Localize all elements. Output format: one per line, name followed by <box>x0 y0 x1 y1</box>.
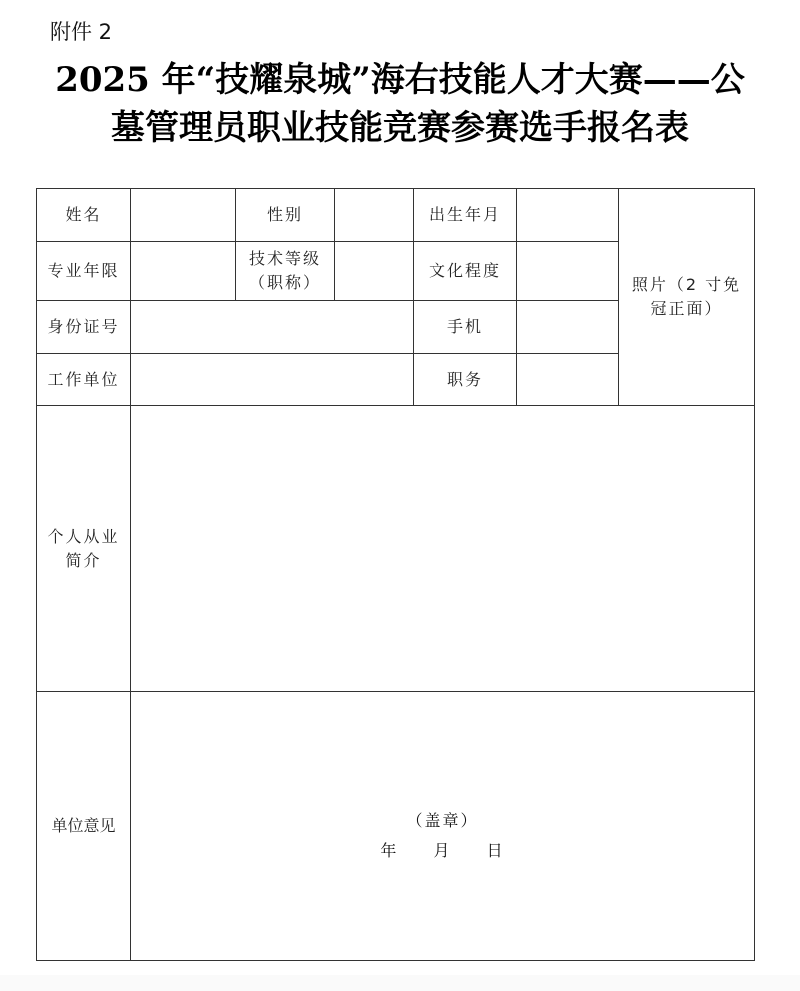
tech-level-label-line1: 技术等级 <box>248 249 321 268</box>
page-bottom-margin <box>0 975 800 991</box>
photo-cell[interactable] <box>619 189 755 406</box>
profile-label <box>37 406 131 692</box>
date-month: 月 <box>433 841 452 860</box>
profile-label-line1: 个人从业 <box>47 526 120 546</box>
tech-level-label <box>236 242 335 301</box>
education-field[interactable] <box>517 242 619 301</box>
work-unit-field[interactable] <box>131 354 414 406</box>
date-line <box>366 836 518 866</box>
years-label: 专业年限 <box>37 242 131 301</box>
profile-field[interactable] <box>131 406 755 692</box>
date-year: 年 <box>380 841 399 860</box>
birth-field[interactable] <box>517 189 619 242</box>
page-title-line1: 2025 年“技耀泉城”海右技能人才大赛——公 <box>55 60 745 100</box>
education-label: 文化程度 <box>414 242 517 301</box>
phone-field[interactable] <box>517 301 619 354</box>
tech-level-label-line2: （职称） <box>248 273 321 292</box>
photo-label-line1: 照片（2 寸免 <box>631 275 742 294</box>
gender-field[interactable] <box>335 189 414 242</box>
stamp-area <box>131 786 754 866</box>
page-title-line2: 墓管理员职业技能竞赛参赛选手报名表 <box>111 108 689 148</box>
name-field[interactable] <box>131 189 236 242</box>
gender-label: 性别 <box>236 189 335 242</box>
phone-label: 手机 <box>414 301 517 354</box>
unit-opinion-field[interactable] <box>131 692 755 961</box>
id-number-field[interactable] <box>131 301 414 354</box>
photo-label-line2: 冠正面） <box>650 299 723 318</box>
birth-label: 出生年月 <box>414 189 517 242</box>
registration-form-table <box>36 188 755 961</box>
date-day: 日 <box>486 841 505 860</box>
position-field[interactable] <box>517 354 619 406</box>
tech-level-field[interactable] <box>335 242 414 301</box>
id-number-label: 身份证号 <box>37 301 131 354</box>
name-label: 姓名 <box>37 189 131 242</box>
unit-opinion-label: 单位意见 <box>37 692 131 961</box>
years-field[interactable] <box>131 242 236 301</box>
work-unit-label: 工作单位 <box>37 354 131 406</box>
attachment-label: 附件 2 <box>50 20 113 44</box>
stamp-label: （盖章） <box>406 811 479 830</box>
profile-label-line2: 简介 <box>65 550 102 570</box>
position-label: 职务 <box>414 354 517 406</box>
